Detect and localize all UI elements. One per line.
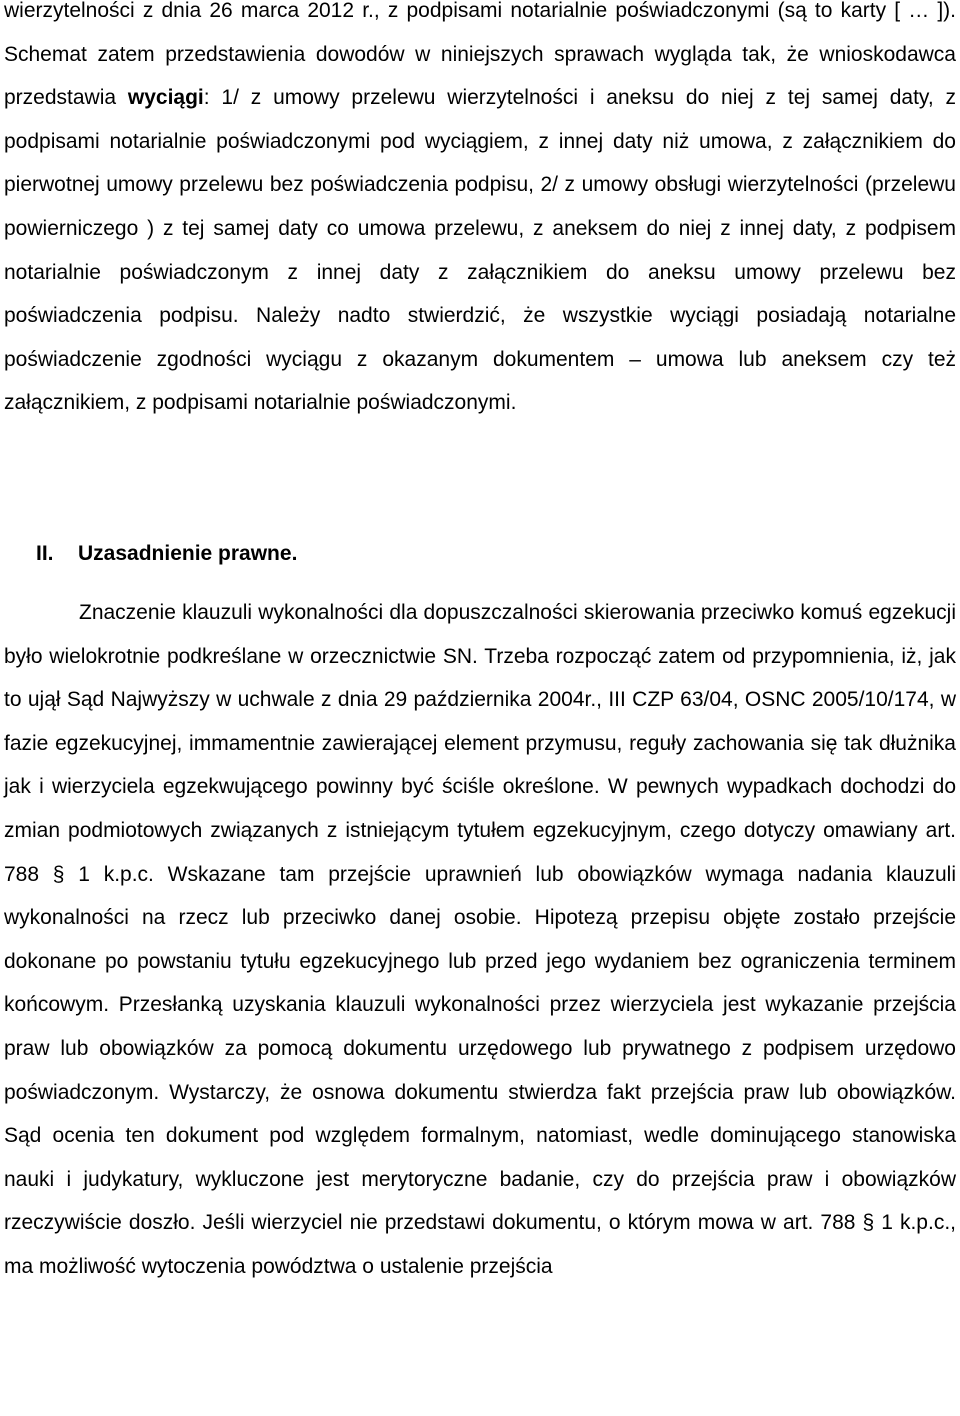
body-paragraph-legal-basis: Znaczenie klauzuli wykonalności dla dopuszczalności skierowania przeciwko komuś egzekucji było wielokrotnie podkreślane w orzecznictwie SN. Trzeba rozpocząć zatem od przypomnienia, iż, jak to ujął Sąd Najwyższy w uchwale z dnia 29 października 2004r., III CZP 63/04, OSNC 2005/10/174, w fazie egzekucyjnej, immamentnie zawierającej element przymusu, reguły zachowania się tak dłużnika jak i wierzyciela egzekwującego powinny być ściśle określone. W pewnych wypadkach dochodzi do zmian podmiotowych związanych z istniejącym tytułem egzekucyjnym, czego dotyczy omawiany art. 788 § 1 k.p.c. Wskazane tam przejście uprawnień lub obowiązków wymaga nadania klauzuli wykonalności na rzecz lub przeciwko danej osobie. Hipotezą przepisu objęte zostało przejście dokonane po powstaniu tytułu egzekucyjnego lub przed jego wydaniem bez ograniczenia terminem końcowym. Przesłanką uzyskania klauzuli wykonalności przez wierzyciela jest wykazanie przejścia praw lub obowiązków za pomocą dokumentu urzędowego lub prywatnego z podpisem urzędowo poświadczonym. Wystarczy, że osnowa dokumentu stwierdza fakt przejścia praw lub obowiązków. Sąd ocenia ten dokument pod względem formalnym, natomiast, wedle dominującego stanowiska nauki i judykatury, wykluczone jest merytoryczne badanie, czy do przejścia praw i obowiązków rzeczywiście doszło. Jeśli wierzyciel nie przedstawi dokumentu, o którym mowa w art. 788 § 1 k.p.c., ma możliwość wytoczenia powództwa o ustalenie przejścia — [4, 601, 956, 1278]
section-number: II. — [36, 542, 54, 565]
paragraph-text: : 1/ z umowy przelewu wierzytelności i aneksu do niej z tej samej daty, z podpisami notarialnie poświadczonymi pod wyciągiem, z innej daty niż umowa, z załącznikiem do pierwotnej umowy przelewu bez poświadczenia podpisu, 2/ z umowy obsługi wierzytelności (przelewu powierniczego ) z tej samej daty co umowa przelewu, z aneksem do niej z innej daty, z podpisem notarialnie poświadczonym z innej daty z załącznikiem do aneksu umowy przelewu bez poświadczenia podpisu. Należy nadto stwierdzić, że wszystkie wyciągi posiadają notarialne poświadczenie zgodności wyciągu z okazanym dokumentem – umowa lub aneksem czy też załącznikiem, z podpisami notarialnie poświadczonymi. — [4, 86, 957, 415]
bold-term: wyciągi — [127, 86, 204, 110]
section-heading — [36, 532, 297, 576]
body-paragraph-evidence — [4, 0, 956, 425]
paragraph-text: wierzytelności z dnia 26 marca 2012 r., z podpisami notarialnie poświadczonymi (są to karty [ … ]). Schemat zatem przedstawienia dowodów w niniejszych sprawach wygląda tak, że wnioskodawca przedstawia — [4, 0, 956, 110]
section-title: Uzasadnienie prawne. — [78, 542, 298, 565]
